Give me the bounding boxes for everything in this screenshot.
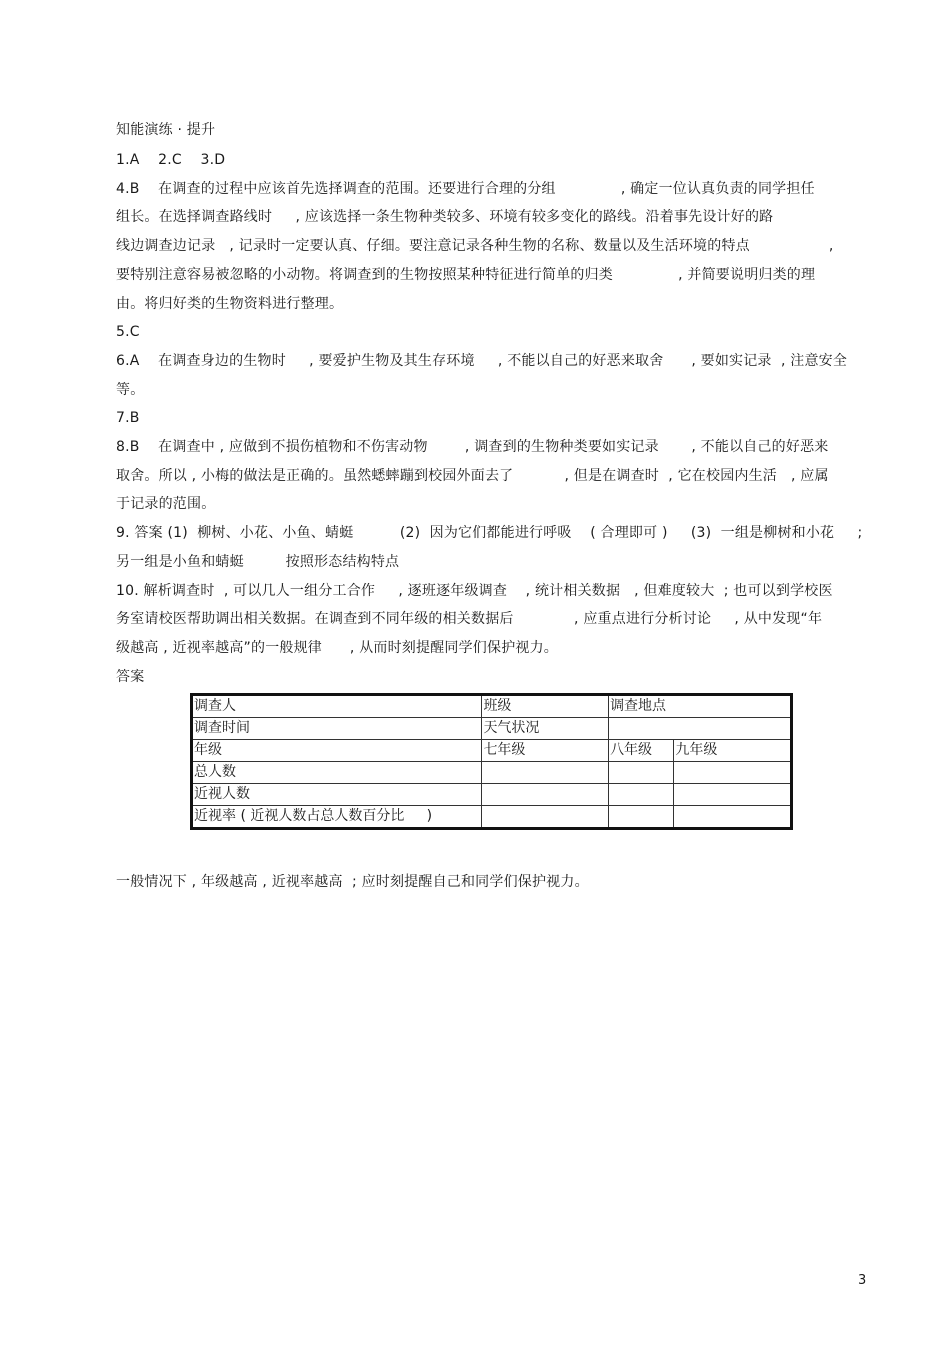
table-row — [192, 740, 792, 762]
table-cell: 近视人数 — [192, 784, 482, 806]
table-cell: 近视率 ( 近视人数占总人数百分比 ) — [192, 806, 482, 829]
table-cell — [609, 762, 674, 784]
table-cell — [482, 806, 609, 829]
table-cell: 调查时间 — [192, 718, 482, 740]
survey-table — [190, 693, 793, 830]
answer-line: 取舍。所以 , 小梅的做法是正确的。虽然蟋蟀蹦到校园外面去了 , 但是在调查时 , 它在校园内生活 , 应属 — [116, 468, 829, 484]
conclusion-text: 一般情况下 , 年级越高 , 近视率越高 ; 应时刻提醒自己和同学们保护视力。 — [116, 874, 589, 890]
table-cell: 七年级 — [482, 740, 609, 762]
answer-line: 等。 — [116, 382, 145, 398]
section-title: 知能演练 · 提升 — [116, 122, 216, 138]
answer-line: 6.A 在调查身边的生物时 , 要爱护生物及其生存环境 , 不能以自己的好恶来取舍 , 要如实记录 , 注意安全 — [116, 353, 848, 369]
answer-line: 另一组是小鱼和蜻蜓 按照形态结构特点 — [116, 554, 400, 570]
answer-line: 由。将归好类的生物资料进行整理。 — [116, 296, 344, 312]
table-cell — [482, 762, 609, 784]
table-cell: 天气状况 — [482, 718, 609, 740]
answer-line: 9. 答案 (1) 柳树、小花、小鱼、蜻蜓 (2) 因为它们都能进行呼吸 ( 合理即可 ) (3) 一组是柳树和小花 ; — [116, 525, 863, 541]
answer-line: 组长。在选择调查路线时 , 应该选择一条生物种类较多、环境有较多变化的路线。沿着事先设计好的路 — [116, 209, 774, 225]
table-cell — [674, 762, 792, 784]
table-row — [192, 695, 792, 718]
table-cell — [609, 718, 792, 740]
answer-line: 于记录的范围。 — [116, 496, 216, 512]
answer-line: 4.B 在调查的过程中应该首先选择调查的范围。还要进行合理的分组 , 确定一位认真负责的同学担任 — [116, 181, 815, 197]
table-cell: 总人数 — [192, 762, 482, 784]
answer-line: 10. 解析调查时 , 可以几人一组分工合作 , 逐班逐年级调查 , 统计相关数据 , 但难度较大 ; 也可以到学校医 — [116, 583, 833, 599]
table-row — [192, 762, 792, 784]
answer-line: 线边调查边记录 , 记录时一定要认真、仔细。要注意记录各种生物的名称、数量以及生活环境的特点 , — [116, 238, 834, 254]
answer-line: 5.C — [116, 324, 140, 340]
table-cell — [674, 806, 792, 829]
table-cell: 班级 — [482, 695, 609, 718]
table-cell — [674, 784, 792, 806]
answer-line: 务室请校医帮助调出相关数据。在调查到不同年级的相关数据后 , 应重点进行分析讨论 , 从中发现“年 — [116, 611, 823, 627]
table-cell: 调查地点 — [609, 695, 792, 718]
page-number: 3 — [858, 1273, 867, 1288]
table-cell: 九年级 — [674, 740, 792, 762]
answer-line: 答案 — [116, 669, 145, 685]
answer-line: 7.B — [116, 410, 140, 426]
table-row — [192, 806, 792, 829]
answer-line: 8.B 在调查中 , 应做到不损伤植物和不伤害动物 , 调查到的生物种类要如实记录 , 不能以自己的好恶来 — [116, 439, 829, 455]
table-cell: 八年级 — [609, 740, 674, 762]
table-cell: 年级 — [192, 740, 482, 762]
table-cell — [609, 784, 674, 806]
answer-line: 要特别注意容易被忽略的小动物。将调查到的生物按照某种特征进行简单的归类 , 并简要说明归类的理 — [116, 267, 816, 283]
answer-line: 1.A 2.C 3.D — [116, 152, 226, 168]
table-row — [192, 784, 792, 806]
answer-line: 级越高 , 近视率越高”的一般规律 , 从而时刻提醒同学们保护视力。 — [116, 640, 559, 656]
table-cell: 调查人 — [192, 695, 482, 718]
table-row — [192, 718, 792, 740]
table-cell — [482, 784, 609, 806]
table-cell — [609, 806, 674, 829]
